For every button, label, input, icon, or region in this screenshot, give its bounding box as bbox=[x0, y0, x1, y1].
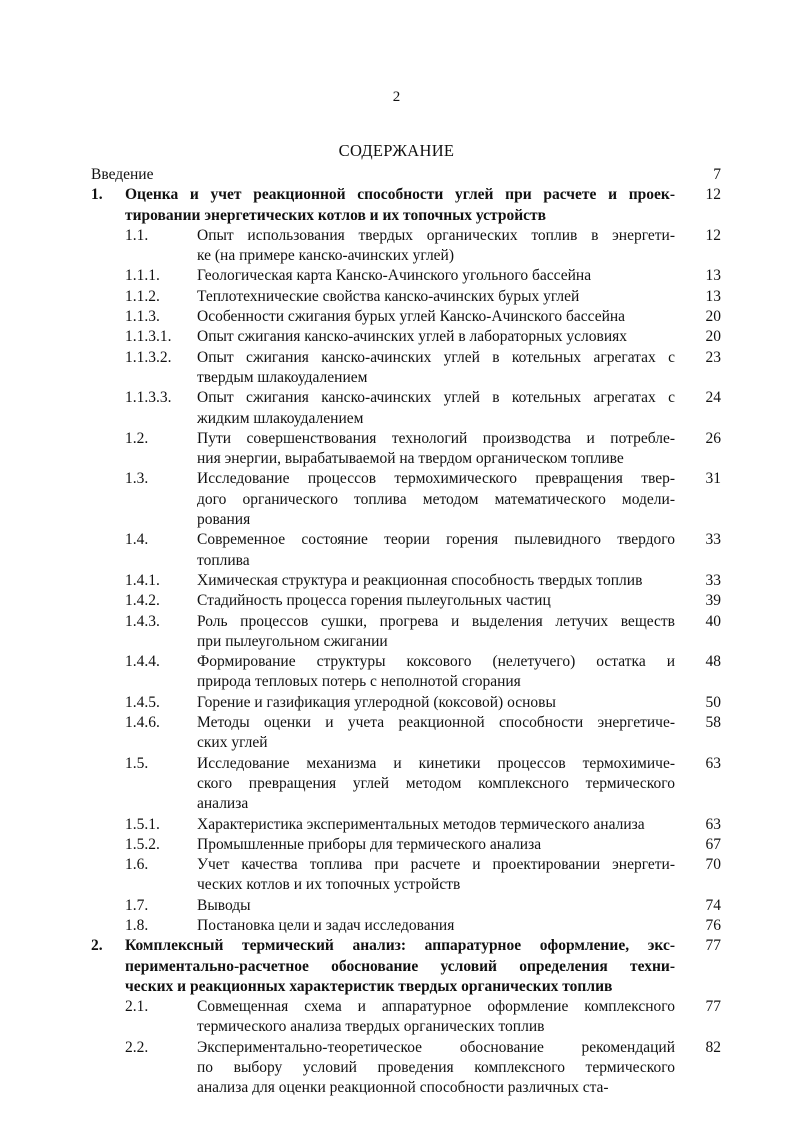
toc-entry-number: 1.5.1. bbox=[125, 815, 160, 833]
toc-entry-title-line: жидким шлакоудалением bbox=[197, 409, 364, 427]
toc-entry-number: 1.4.2. bbox=[125, 592, 160, 610]
toc-entry-title-line: Оценка и учет реакционной способности углей при расчете и проек- bbox=[125, 186, 675, 204]
toc-entry[interactable] bbox=[91, 855, 721, 896]
toc-entry[interactable] bbox=[91, 429, 721, 470]
toc-entry-page-number: 13 bbox=[705, 267, 721, 285]
toc-entry-page-number: 33 bbox=[705, 571, 721, 589]
toc-entry-title bbox=[91, 165, 721, 185]
toc-entry-page-number: 63 bbox=[705, 815, 721, 833]
toc-entry-title bbox=[197, 1038, 721, 1099]
toc-entry[interactable] bbox=[91, 1038, 721, 1099]
toc-entry-title-line: ния энергии, вырабатываемой на твердом органическом топливе bbox=[197, 450, 624, 468]
toc-entry-title-line: термического анализа твердых органических топлив bbox=[197, 1018, 545, 1036]
toc-entry-title-line: топлива bbox=[197, 551, 250, 569]
toc-entry[interactable] bbox=[91, 266, 721, 286]
toc-entry-title bbox=[197, 327, 721, 347]
toc-entry-title-line: Теплотехнические свойства канско-ачинских бурых углей bbox=[197, 287, 580, 305]
toc-entry[interactable] bbox=[91, 997, 721, 1038]
toc-entry-page-number: 40 bbox=[705, 612, 721, 630]
toc-entry[interactable] bbox=[91, 185, 721, 226]
toc-entry-title bbox=[197, 591, 721, 611]
page-folio-number: 2 bbox=[392, 89, 401, 105]
toc-entry-title bbox=[197, 530, 721, 571]
toc-entry-title-line: Постановка цели и задач исследования bbox=[197, 916, 455, 934]
toc-entry[interactable] bbox=[91, 815, 721, 835]
toc-entry-title bbox=[197, 652, 721, 693]
toc-entry-number: 1.8. bbox=[125, 916, 149, 934]
toc-entry-title-line: твердым шлакоудалением bbox=[197, 368, 368, 386]
toc-entry-page-number: 24 bbox=[705, 389, 721, 407]
toc-entry-title bbox=[197, 754, 721, 815]
toc-entry-title-line: Экспериментально-теоретическое обоснование рекомендаций bbox=[197, 1038, 675, 1056]
toc-entry-number: 1.1.1. bbox=[125, 267, 160, 285]
toc-entry-title bbox=[197, 571, 721, 591]
toc-entry-number: 1.7. bbox=[125, 896, 149, 914]
toc-entry[interactable] bbox=[91, 226, 721, 267]
toc-entry[interactable] bbox=[91, 713, 721, 754]
toc-entry-page-number: 70 bbox=[705, 856, 721, 874]
toc-entry-page-number: 77 bbox=[705, 937, 721, 955]
toc-entry-title bbox=[125, 936, 721, 997]
toc-entry-number: 1.1. bbox=[125, 226, 149, 244]
toc-entry-page-number: 74 bbox=[705, 896, 721, 914]
toc-entry-title-line: ских углей bbox=[197, 734, 268, 752]
toc-entry-page-number: 26 bbox=[705, 429, 721, 447]
toc-entry[interactable] bbox=[91, 612, 721, 653]
toc-entry[interactable] bbox=[91, 571, 721, 591]
toc-entry-page-number: 13 bbox=[705, 287, 721, 305]
toc-entry-page-number: 50 bbox=[705, 693, 721, 711]
toc-entry-title-line: Опыт сжигания канско-ачинских углей в котельных агрегатах с bbox=[197, 348, 675, 366]
toc-entry-title-line: Методы оценки и учета реакционной способности энергетиче- bbox=[197, 714, 675, 732]
toc-entry-page-number: 76 bbox=[705, 916, 721, 934]
toc-entry[interactable] bbox=[91, 307, 721, 327]
toc-entry-title-line: Горение и газификация углеродной (коксовой) основы bbox=[197, 693, 556, 711]
toc-entry-page-number: 20 bbox=[705, 328, 721, 346]
toc-entry[interactable] bbox=[91, 835, 721, 855]
toc-entry-title-line: при пылеугольном сжигании bbox=[197, 632, 388, 650]
toc-entry-title-line: анализа для оценки реакционной способности различных ста- bbox=[197, 1079, 609, 1097]
toc-entry-title bbox=[197, 226, 721, 267]
toc-entry-title-line: Опыт сжигания канско-ачинских углей в лабораторных условиях bbox=[197, 328, 628, 346]
toc-entry-title-line: Введение bbox=[91, 166, 154, 183]
toc-entry-page-number: 39 bbox=[705, 592, 721, 610]
toc-entry-number: 1.1.3.1. bbox=[125, 328, 172, 346]
toc-entry[interactable] bbox=[91, 165, 721, 185]
toc-entry[interactable] bbox=[91, 348, 721, 389]
toc-entry-number: 1.1.3.3. bbox=[125, 389, 172, 407]
toc-entry-title bbox=[197, 693, 721, 713]
toc-entry-number: 2.2. bbox=[125, 1038, 149, 1056]
toc-entry-title-line: Химическая структура и реакционная способность твердых топлив bbox=[197, 571, 643, 589]
toc-entry-page-number: 20 bbox=[705, 308, 721, 326]
toc-entry-number: 1.6. bbox=[125, 856, 149, 874]
toc-entry-title bbox=[125, 185, 721, 226]
toc-entry-title-line: ческих котлов и их топочных устройств bbox=[197, 876, 461, 894]
toc-entry-number: 1.4.1. bbox=[125, 571, 160, 589]
toc-entry-number: 1.4.5. bbox=[125, 693, 160, 711]
toc-entry-title-line: дого органического топлива методом математического модели- bbox=[197, 490, 675, 508]
toc-entry-title-line: природа тепловых потерь с неполнотой сгорания bbox=[197, 673, 521, 691]
toc-entry-title-line: Пути совершенствования технологий производства и потребле- bbox=[197, 429, 675, 447]
toc-entry[interactable] bbox=[91, 287, 721, 307]
toc-entry-page-number: 12 bbox=[705, 226, 721, 244]
toc-entry[interactable] bbox=[91, 936, 721, 997]
toc-entry[interactable] bbox=[91, 327, 721, 347]
toc-entry-title bbox=[197, 287, 721, 307]
toc-entry-page-number: 23 bbox=[705, 348, 721, 366]
toc-entry-title bbox=[197, 896, 721, 916]
toc-entry[interactable] bbox=[91, 754, 721, 815]
toc-entry-number: 1.5. bbox=[125, 754, 149, 772]
toc-entry-title bbox=[197, 348, 721, 389]
toc-entry-title-line: Особенности сжигания бурых углей Канско-Ачинского бассейна bbox=[197, 308, 626, 326]
toc-entry[interactable] bbox=[91, 530, 721, 571]
toc-entry[interactable] bbox=[91, 652, 721, 693]
toc-entry-page-number: 82 bbox=[705, 1038, 721, 1056]
toc-entry-title-line: Опыт сжигания канско-ачинских углей в котельных агрегатах с bbox=[197, 389, 675, 407]
toc-entry-title-line: Современное состояние теории горения пылевидного твердого bbox=[197, 531, 675, 549]
toc-entry-number: 2. bbox=[91, 937, 103, 955]
toc-entry-title-line: Формирование структуры коксового (нелетучего) остатка и bbox=[197, 653, 675, 671]
toc-entry-number: 1.1.2. bbox=[125, 287, 160, 305]
toc-entry-title bbox=[197, 469, 721, 530]
toc-entry-title bbox=[197, 429, 721, 470]
toc-entry-title bbox=[197, 835, 721, 855]
table-of-contents-heading: СОДЕРЖАНИЕ bbox=[338, 141, 455, 160]
toc-entry-page-number: 63 bbox=[705, 754, 721, 772]
toc-entry-title bbox=[197, 997, 721, 1038]
toc-entry-number: 1.1.3. bbox=[125, 308, 160, 326]
toc-entry-page-number: 67 bbox=[705, 835, 721, 853]
toc-entry-title bbox=[197, 855, 721, 896]
toc-entry-title-line: Исследование процессов термохимического превращения твер- bbox=[197, 470, 675, 488]
toc-entry-title bbox=[197, 307, 721, 327]
toc-entry-page-number: 48 bbox=[705, 653, 721, 671]
toc-entry-number: 1.2. bbox=[125, 429, 149, 447]
toc-entry[interactable] bbox=[91, 388, 721, 429]
toc-entry-title bbox=[197, 713, 721, 754]
toc-entry-title-line: Исследование механизма и кинетики процессов термохимиче- bbox=[197, 754, 675, 772]
toc-entry-title-line: Выводы bbox=[197, 896, 251, 914]
table-of-contents-list bbox=[91, 165, 721, 1099]
toc-entry-title bbox=[197, 388, 721, 429]
toc-entry-title-line: Стадийность процесса горения пылеугольных частиц bbox=[197, 592, 551, 610]
toc-entry-title-line: Характеристика экспериментальных методов термического анализа bbox=[197, 815, 645, 833]
toc-entry-title-line: Промышленные приборы для термического анализа bbox=[197, 835, 542, 853]
toc-entry-number: 1.3. bbox=[125, 470, 149, 488]
toc-entry[interactable] bbox=[91, 469, 721, 530]
toc-entry-title-line: Учет качества топлива при расчете и проектировании энергети- bbox=[197, 856, 675, 874]
toc-entry-page-number: 77 bbox=[705, 998, 721, 1016]
toc-entry-title bbox=[197, 916, 721, 936]
toc-entry-title-line: рования bbox=[197, 511, 251, 529]
toc-entry-number: 1.4. bbox=[125, 531, 149, 549]
toc-entry-title-line: анализа bbox=[197, 795, 249, 813]
toc-entry-page-number: 7 bbox=[713, 166, 721, 183]
toc-entry-title-line: Опыт использования твердых органических топлив в энергети- bbox=[197, 226, 675, 244]
toc-entry-title-line: Геологическая карта Канско-Ачинского угольного бассейна bbox=[197, 267, 592, 285]
toc-entry-page-number: 58 bbox=[705, 714, 721, 732]
toc-entry[interactable] bbox=[91, 693, 721, 713]
toc-entry-title-line: по выбору условий проведения комплексного термического bbox=[197, 1059, 675, 1077]
toc-entry-title-line: ского превращения углей методом комплексного термического bbox=[197, 774, 675, 792]
toc-entry-number: 1.4.3. bbox=[125, 612, 160, 630]
toc-entry-title-line: ке (на примере канско-ачинских углей) bbox=[197, 247, 455, 265]
toc-entry-page-number: 31 bbox=[705, 470, 721, 488]
toc-entry-title-line: периментально-расчетное обоснование условий определения техни- bbox=[125, 957, 675, 975]
toc-entry-title-line: тировании энергетических котлов и их топочных устройств bbox=[125, 206, 547, 224]
toc-entry-page-number: 33 bbox=[705, 531, 721, 549]
toc-entry-number: 1.4.6. bbox=[125, 714, 160, 732]
toc-entry[interactable] bbox=[91, 916, 721, 936]
toc-entry[interactable] bbox=[91, 896, 721, 916]
toc-entry-number: 1.4.4. bbox=[125, 653, 160, 671]
toc-entry-title bbox=[197, 612, 721, 653]
toc-entry-number: 1.1.3.2. bbox=[125, 348, 172, 366]
toc-entry-page-number: 12 bbox=[705, 186, 721, 204]
toc-entry-number: 1. bbox=[91, 186, 103, 204]
toc-entry-title-line: ческих и реакционных характеристик твердых органических топлив bbox=[125, 977, 613, 995]
toc-entry-number: 1.5.2. bbox=[125, 835, 160, 853]
toc-entry[interactable] bbox=[91, 591, 721, 611]
toc-entry-title-line: Совмещенная схема и аппаратурное оформление комплексного bbox=[197, 998, 675, 1016]
toc-entry-number: 2.1. bbox=[125, 998, 149, 1016]
toc-entry-title-line: Роль процессов сушки, прогрева и выделения летучих веществ bbox=[197, 612, 675, 630]
toc-entry-title bbox=[197, 815, 721, 835]
toc-entry-title bbox=[197, 266, 721, 286]
toc-entry-title-line: Комплексный термический анализ: аппаратурное оформление, экс- bbox=[125, 937, 675, 955]
